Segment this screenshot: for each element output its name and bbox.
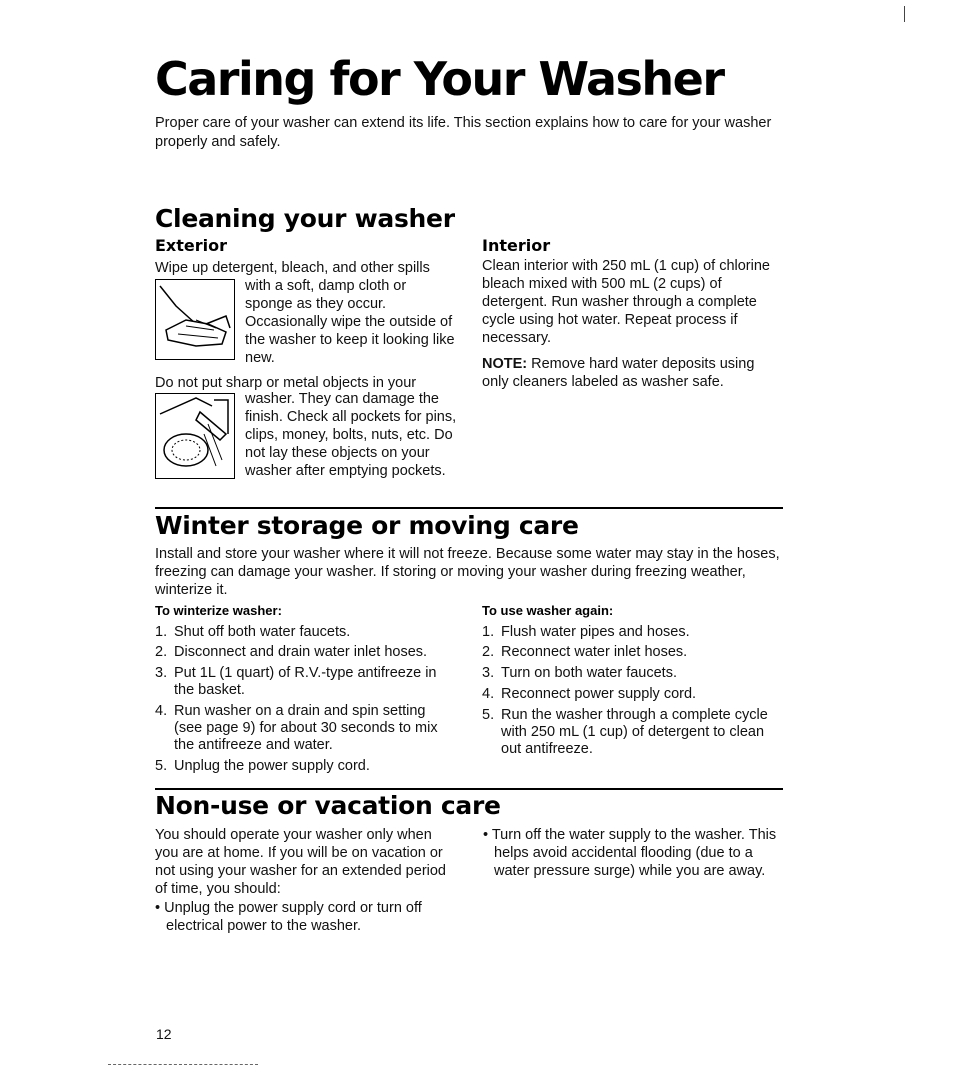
list-item: 3. Turn on both water faucets.: [482, 665, 677, 681]
list-item: 5. Unplug the power supply cord.: [155, 758, 370, 774]
reuse-steps: [482, 624, 784, 758]
exterior-para2-wrap: washer. They can damage the finish. Check all pockets for pins, clips, money, bolts, nuts, etc. Do not lay these objects on your washer after emptying pockets.: [245, 391, 457, 479]
section-divider-winter: [155, 507, 783, 509]
washer-basket-illustration: [155, 393, 235, 479]
interior-note: [482, 355, 772, 391]
list-item: 4. Run washer on a drain and spin setting (see page 9) for about 30 seconds to mix the antifreeze and water.: [155, 703, 438, 753]
list-item: 3. Put 1L (1 quart) of R.V.-type antifreeze in the basket.: [155, 665, 437, 698]
list-item: 2. Reconnect water inlet hoses.: [482, 644, 688, 660]
reuse-heading: To use washer again:: [482, 603, 614, 618]
exterior-para2-lead: Do not put sharp or metal objects in your: [155, 375, 417, 391]
scan-mark: [904, 6, 905, 22]
list-item: 2. Disconnect and drain water inlet hoses.: [155, 644, 428, 660]
exterior-para1-wrap: with a soft, damp cloth or sponge as they occur. Occasionally wipe the outside of the washer to keep it looking like new.: [245, 278, 455, 366]
list-item: 1. Flush water pipes and hoses.: [482, 624, 690, 640]
scan-mark: [108, 1064, 258, 1066]
list-item: 1. Shut off both water faucets.: [155, 624, 351, 640]
winterize-heading: To winterize washer:: [155, 603, 282, 618]
list-item: 4. Reconnect power supply cord.: [482, 686, 697, 702]
interior-text: Clean interior with 250 mL (1 cup) of chlorine bleach mixed with 500 mL (2 cups) of detergent. Run washer through a complete cycle using hot water. Repeat process if necessary.: [482, 258, 770, 346]
winterize-steps: [155, 624, 455, 775]
note-text: Remove hard water deposits using only cleaners labeled as washer safe.: [482, 356, 755, 390]
note-label: NOTE:: [482, 356, 528, 372]
interior-heading: Interior: [482, 236, 551, 255]
cleaning-heading: Cleaning your washer: [155, 204, 455, 233]
exterior-heading: Exterior: [155, 236, 228, 255]
list-item: 5. Run the washer through a complete cycle with 250 mL (1 cup) of detergent to clean out antifreeze.: [482, 707, 768, 757]
nonuse-heading: Non-use or vacation care: [155, 791, 501, 820]
exterior-para1-lead: Wipe up detergent, bleach, and other spills: [155, 260, 430, 276]
winter-heading: Winter storage or moving care: [155, 511, 579, 540]
page-number: 12: [156, 1026, 172, 1042]
nonuse-intro: You should operate your washer only when you are at home. If you will be on vacation or not using your washer for an extended period of time, you should:: [155, 827, 446, 897]
wiping-cloth-illustration: [155, 279, 235, 360]
nonuse-bullet-1: • Unplug the power supply cord or turn off electrical power to the washer.: [155, 900, 422, 934]
winter-intro: Install and store your washer where it will not freeze. Because some water may stay in the hoses, freezing can damage your washer. If storing or moving your washer during freezing weather, winterize it.: [155, 546, 780, 598]
intro-text: Proper care of your washer can extend its life. This section explains how to care for your washer properly and safely.: [155, 115, 772, 150]
page-title: Caring for Your Washer: [155, 52, 724, 106]
nonuse-bullet-2: • Turn off the water supply to the washer. This helps avoid accidental flooding (due to a water pressure surge) while you are away.: [483, 827, 777, 879]
section-divider-nonuse: [155, 788, 783, 790]
